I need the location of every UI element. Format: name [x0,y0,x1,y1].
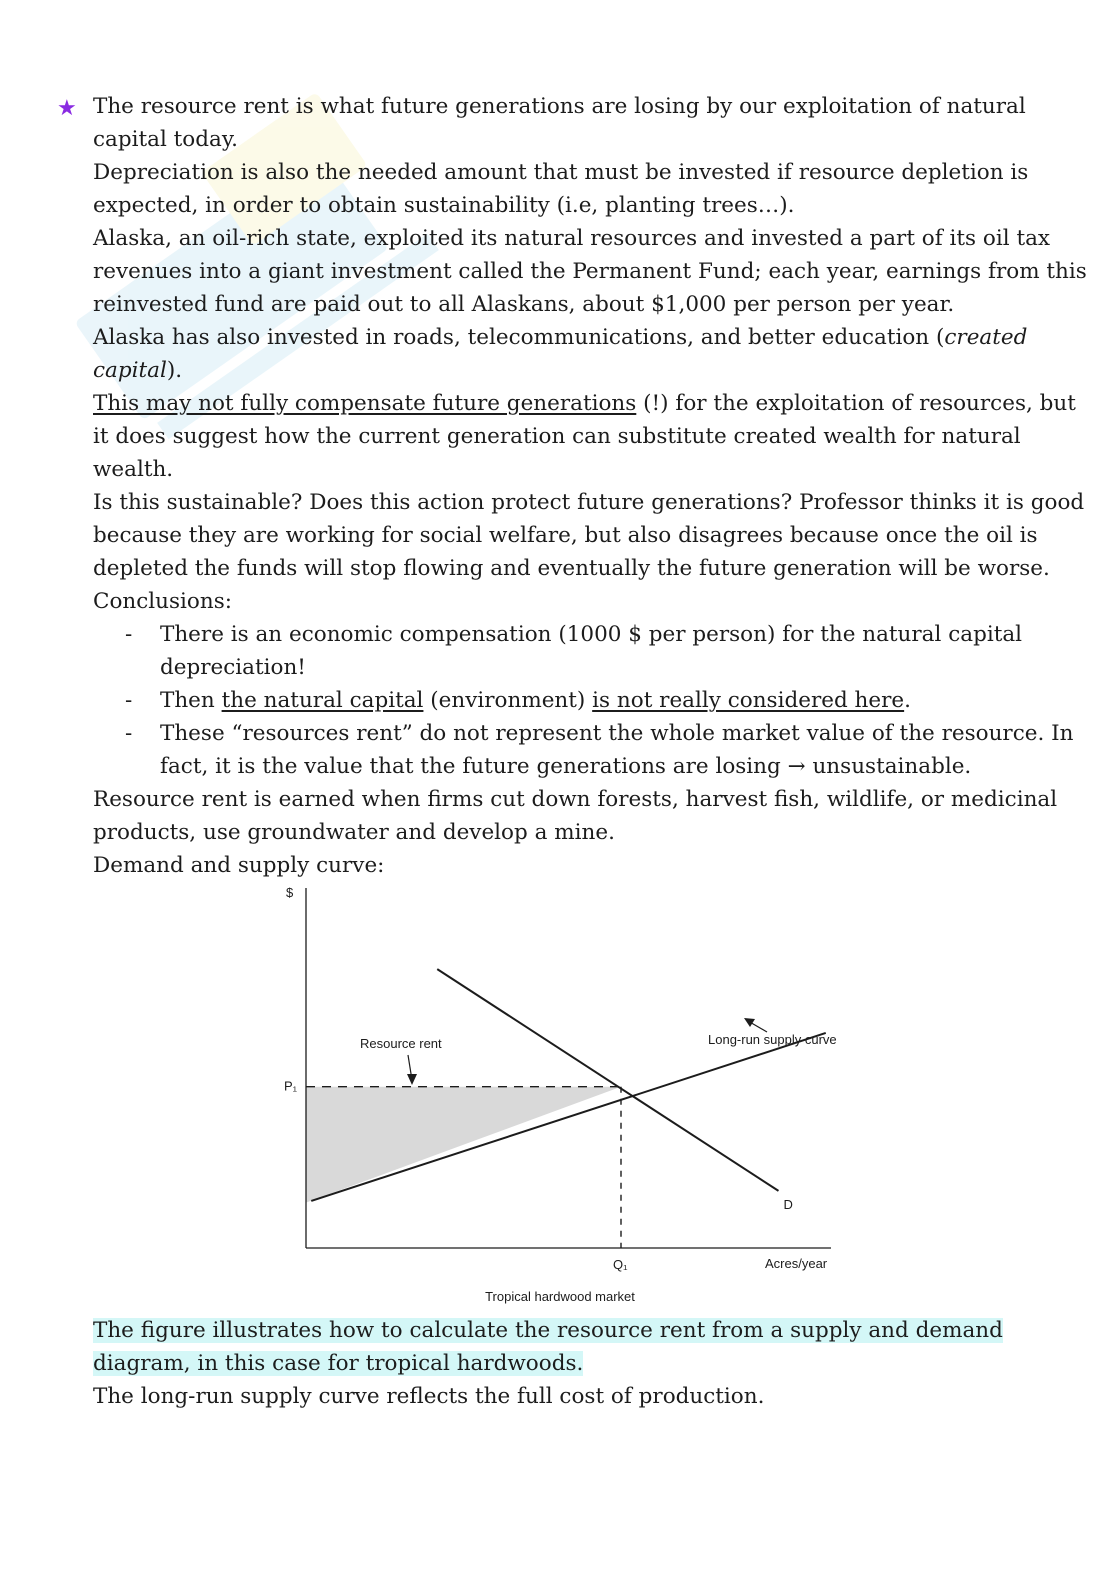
italic-text: created [944,325,1028,350]
paragraph-line: revenues into a giant investment called the Permanent Fund; each year, earnings from this [93,259,1087,284]
dash-bullet: - [125,622,133,647]
text-span: ). [166,358,183,383]
paragraph-line [93,1314,1003,1347]
paragraph-line: expected, in order to obtain sustainability (i.e, planting trees…). [93,193,795,218]
paragraph-line: wealth. [93,457,174,482]
paragraph-line: it does suggest how the current generation can substitute created wealth for natural [93,424,1021,449]
quantity-label: Q₁ [613,1257,628,1272]
resource-rent-area [306,1087,621,1203]
list-item: These “resources rent” do not represent the whole market value of the resource. In [160,721,1074,746]
paragraph-line [93,1347,583,1380]
italic-text: capital [93,358,167,383]
demand-label: D [783,1196,793,1212]
paragraph-line: because they are working for social welfare, but also disagrees because once the oil is [93,523,1038,548]
paragraph-line [93,354,182,387]
price-label: P₁ [284,1078,298,1094]
paragraph-line [93,387,1076,420]
underlined-text: is not really considered here [592,688,905,713]
paragraph-line: Is this sustainable? Does this action protect future generations? Professor thinks it is good [93,490,1085,515]
highlighted-text: diagram, in this case for tropical hardwoods. [93,1351,584,1376]
text-span: Alaska has also invested in roads, telecommunications, and better education ( [93,325,945,350]
resource-rent-label: Resource rent [360,1036,442,1051]
paragraph-line: reinvested fund are paid out to all Alaskans, about $1,000 per person per year. [93,292,955,317]
paragraph-line: Resource rent is earned when firms cut down forests, harvest fish, wildlife, or medicinal [93,787,1058,812]
list-item: There is an economic compensation (1000 $ per person) for the natural capital [160,622,1023,647]
y-axis-label: $ [286,885,294,900]
paragraph-line [93,321,1027,354]
paragraph-line: The long-run supply curve reflects the full cost of production. [93,1384,765,1409]
chart-title: Tropical hardwood market [485,1289,635,1304]
resource-rent-arrowhead [407,1074,417,1085]
dash-bullet: - [125,721,133,746]
paragraph-line: Demand and supply curve: [93,853,385,878]
underlined-text: the natural capital [221,688,424,713]
text-span: (environment) [423,688,593,713]
underlined-text: This may not fully compensate future generations [93,391,637,416]
demand-curve [437,969,778,1191]
dash-bullet: - [125,688,133,713]
supply-demand-chart [270,880,850,1310]
list-item [160,684,911,717]
paragraph-line: products, use groundwater and develop a mine. [93,820,615,845]
text-span: Then [160,688,222,713]
text-span: (!) for the exploitation of resources, but [636,391,1076,416]
text-span: . [904,688,911,713]
paragraph-line: Depreciation is also the needed amount that must be invested if resource depletion is [93,160,1029,185]
paragraph-line: capital today. [93,127,238,152]
supply-label: Long-run supply curve [708,1032,837,1047]
highlighted-text: The figure illustrates how to calculate the resource rent from a supply and demand [93,1318,1003,1343]
list-item: fact, it is the value that the future generations are losing → unsustainable. [160,754,972,779]
x-axis-label: Acres/year [765,1256,828,1271]
paragraph-line: The resource rent is what future generations are losing by our exploitation of natural [93,94,1026,119]
supply-label-arrowhead [744,1018,755,1027]
list-item: depreciation! [160,655,306,680]
star-icon: ★ [57,96,77,121]
conclusions-heading: Conclusions: [93,589,232,614]
paragraph-line: Alaska, an oil-rich state, exploited its natural resources and invested a part of its oil tax [93,226,1051,251]
paragraph-line: depleted the funds will stop flowing and eventually the future generation will be worse. [93,556,1050,581]
chart-svg [270,880,850,1310]
